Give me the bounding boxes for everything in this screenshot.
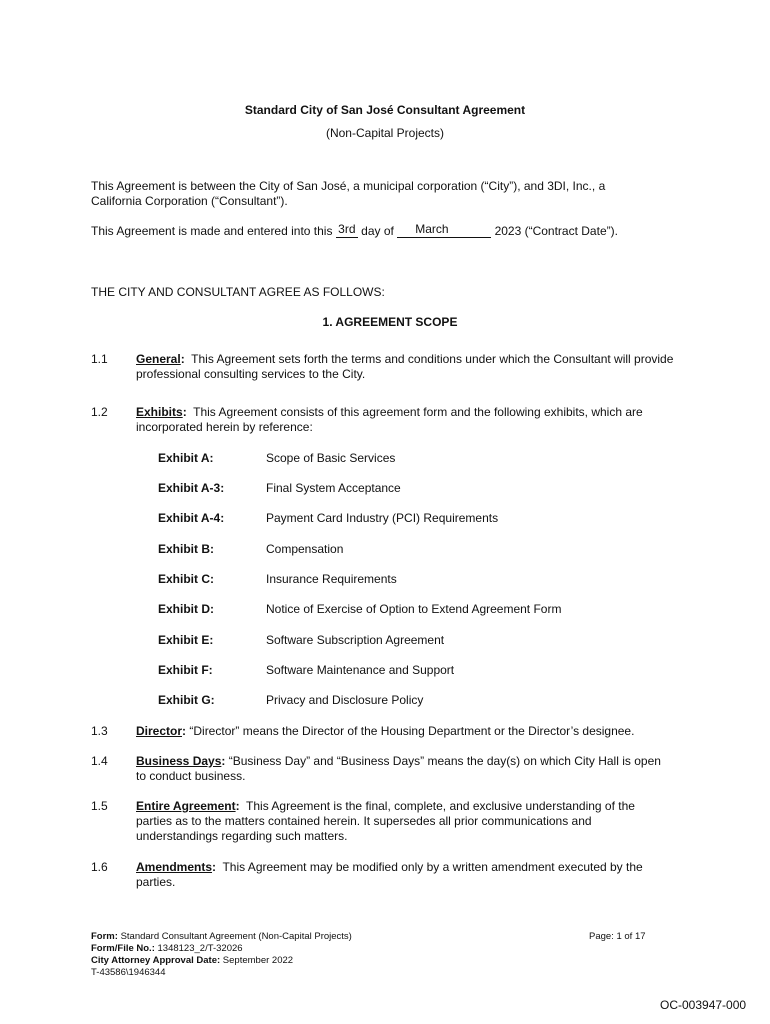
- exhibit-label: Exhibit C:: [158, 572, 214, 586]
- footer-form-value: Standard Consultant Agreement (Non-Capital Projects): [120, 931, 352, 942]
- section-1-2-body: Exhibits: This Agreement consists of this agreement form and the following exhibits, which are incorporated herein by reference:: [136, 405, 643, 434]
- section-term: Amendments: [136, 860, 213, 874]
- section-1-4-body: Business Days: “Business Day” and “Business Days” means the day(s) on which City Hall is open to conduct business.: [136, 754, 661, 783]
- exhibit-label: Exhibit D:: [158, 602, 214, 616]
- section-number: 1.1: [91, 352, 108, 366]
- footer-file-value: 1348123_2/T-32026: [157, 943, 243, 954]
- intro-line-2: California Corporation (“Consultant”).: [91, 194, 288, 208]
- section-text: “Business Day” and “Business Days” means the day(s) on which City Hall is open to conduct business.: [136, 754, 661, 783]
- exhibit-description: Software Subscription Agreement: [266, 633, 445, 647]
- intro-line-1: This Agreement is between the City of San José, a municipal corporation (“City”), and 3DI, Inc., a: [91, 179, 606, 193]
- document-id: OC-003947-000: [660, 998, 747, 1012]
- section-number: 1.6: [91, 860, 108, 874]
- contract-date-mid: day of: [361, 224, 394, 238]
- section-1-5-body: Entire Agreement: This Agreement is the final, complete, and exclusive understanding of the parties as to the matters contained herein. It supersedes all prior communications and understandings regarding such matters.: [136, 799, 635, 843]
- section-text: This Agreement consists of this agreement form and the following exhibits, which are incorporated herein by reference:: [136, 405, 643, 434]
- document-title: Standard City of San José Consultant Agreement: [244, 103, 526, 117]
- section-term: Exhibits: [136, 405, 183, 419]
- footer-form-line: [91, 931, 352, 943]
- footer-file-line: [91, 943, 243, 955]
- contract-date-line: [91, 224, 618, 240]
- exhibit-description: Payment Card Industry (PCI) Requirements: [266, 511, 499, 525]
- footer-file-label: Form/File No.:: [91, 943, 155, 954]
- section-1-1-body: General: This Agreement sets forth the terms and conditions under which the Consultant will provide professional consulting services to the City.: [136, 352, 674, 381]
- section-text: This Agreement sets forth the terms and conditions under which the Consultant will provide professional consulting services to the City.: [136, 352, 674, 381]
- exhibit-description: Software Maintenance and Support: [266, 663, 455, 677]
- section-term: Business Days: [136, 754, 222, 768]
- contract-day-value: 3rd: [336, 222, 358, 238]
- section-number: 1.2: [91, 405, 108, 419]
- contract-month-value: March: [397, 222, 491, 238]
- section-number: 1.3: [91, 724, 108, 738]
- exhibit-label: Exhibit A:: [158, 451, 214, 465]
- footer-approval-value: September 2022: [222, 955, 294, 966]
- footer-approval-line: [91, 955, 293, 967]
- exhibit-description: Final System Acceptance: [266, 481, 401, 495]
- section-text: This Agreement may be modified only by a written amendment executed by the parties.: [136, 860, 643, 889]
- agree-heading: THE CITY AND CONSULTANT AGREE AS FOLLOWS:: [91, 285, 385, 299]
- exhibit-label: Exhibit A-3:: [158, 481, 225, 495]
- section-1-heading: 1. AGREEMENT SCOPE: [322, 315, 458, 329]
- exhibit-label: Exhibit A-4:: [158, 511, 225, 525]
- exhibit-description: Insurance Requirements: [266, 572, 397, 586]
- contract-date-suffix: 2023 (“Contract Date”).: [494, 224, 618, 238]
- exhibit-description: Compensation: [266, 542, 344, 556]
- contract-date-prefix: This Agreement is made and entered into this: [91, 224, 333, 238]
- exhibit-description: Scope of Basic Services: [266, 451, 396, 465]
- section-text: “Director” means the Director of the Housing Department or the Director’s designee.: [189, 724, 635, 738]
- exhibit-label: Exhibit E:: [158, 633, 214, 647]
- exhibit-label: Exhibit F:: [158, 663, 213, 677]
- section-number: 1.5: [91, 799, 108, 813]
- exhibit-label: Exhibit G:: [158, 693, 215, 707]
- footer-reference: T-43586\1946344: [91, 967, 166, 978]
- exhibit-label: Exhibit B:: [158, 542, 214, 556]
- exhibit-description: Notice of Exercise of Option to Extend Agreement Form: [266, 602, 562, 616]
- exhibit-description: Privacy and Disclosure Policy: [266, 693, 424, 707]
- footer-form-label: Form:: [91, 931, 118, 942]
- document-subtitle: (Non-Capital Projects): [325, 126, 445, 140]
- section-number: 1.4: [91, 754, 108, 768]
- page-number: Page: 1 of 17: [589, 931, 646, 942]
- section-1-6-body: Amendments: This Agreement may be modified only by a written amendment executed by the parties.: [136, 860, 643, 889]
- section-text: This Agreement is the final, complete, and exclusive understanding of the parties as to the matters contained herein. It supersedes all prior communications and understandings regarding such matters.: [136, 799, 635, 843]
- section-term: Director: [136, 724, 183, 738]
- section-term: Entire Agreement: [136, 799, 236, 813]
- section-1-3-body: Director: “Director” means the Director of the Housing Department or the Director’s designee.: [136, 724, 635, 738]
- section-term: General: [136, 352, 181, 366]
- footer-approval-label: City Attorney Approval Date:: [91, 955, 221, 966]
